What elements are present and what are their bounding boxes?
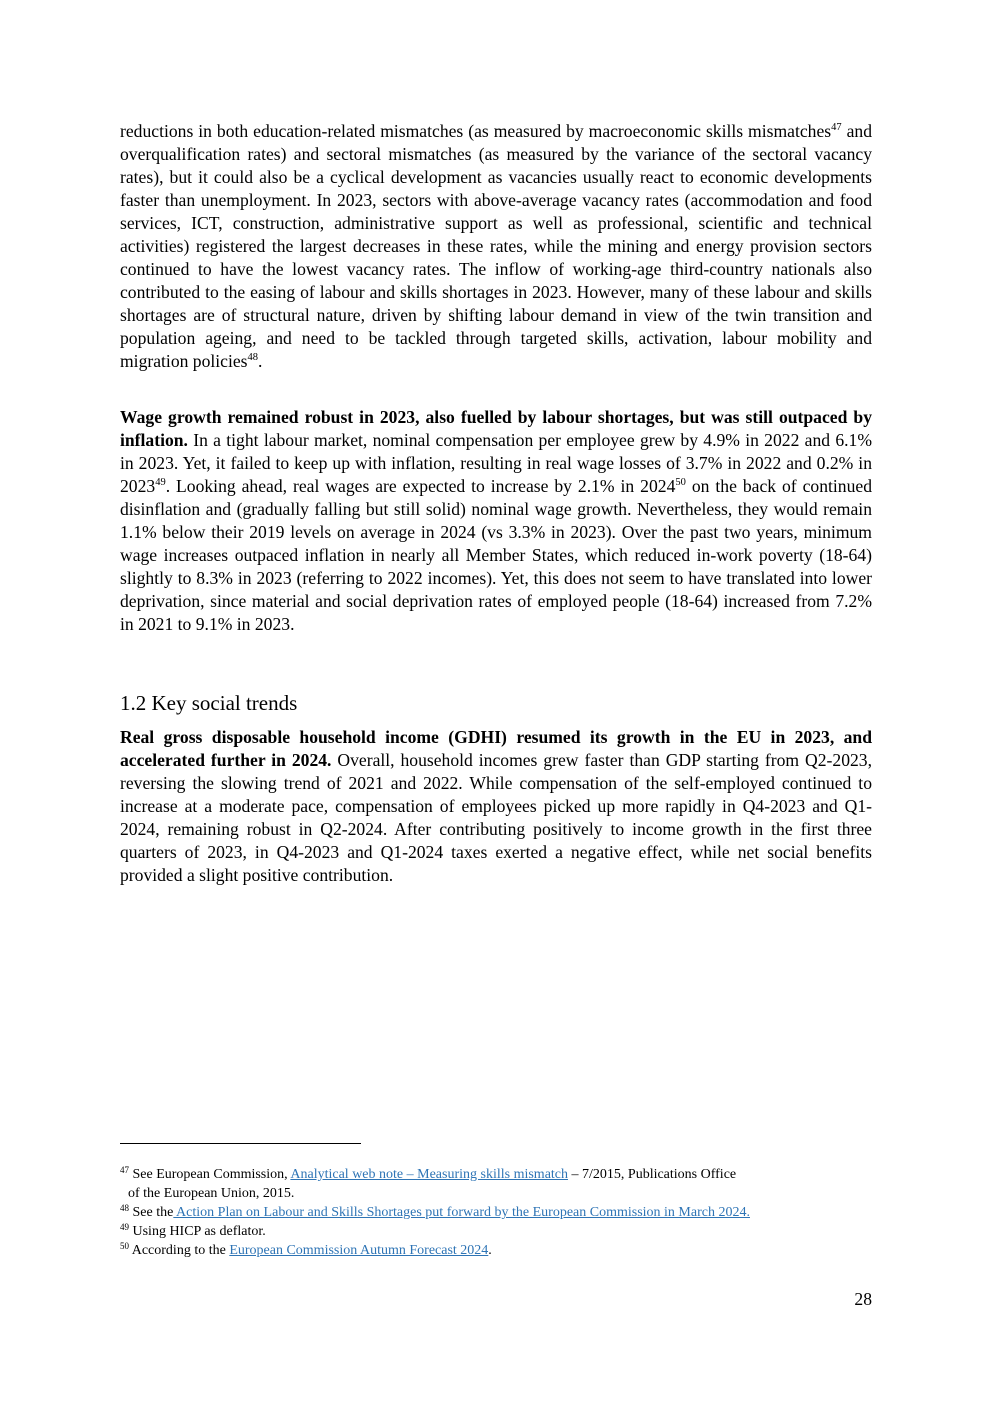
footnote-link-action-plan[interactable]: Action Plan on Labour and Skills Shortages put forward by the European Commission in March 2024. xyxy=(173,1205,750,1220)
footnote-link-autumn-forecast[interactable]: European Commission Autumn Forecast 2024 xyxy=(229,1243,489,1258)
paragraph-text: . Looking ahead, real wages are expected to increase by 2.1% in 2024 xyxy=(165,476,676,496)
footnote-text: – 7/2015, Publications Office xyxy=(568,1167,737,1182)
paragraph-text: . xyxy=(258,351,263,371)
footnote-number: 49 xyxy=(120,1222,129,1232)
paragraph-lead-bold: Real gross disposable household income (GDHI) resumed its growth in the EU in 2023, and accelerated further in 2024. xyxy=(120,727,872,770)
footnote-text: According to the xyxy=(129,1243,230,1258)
footnote-text: Using HICP as deflator. xyxy=(129,1224,266,1239)
paragraph-text: Overall, household incomes grew faster than GDP starting from Q2-2023, reversing the slowing trend of 2021 and 2022. While compensation of the self-employed continued to increase at a moderate pace, compensation of employees picked up more rapidly in Q4-2023 and Q1-2024, remaining robust in Q2-2024. After contributing positively to income growth in the first three quarters of 2023, in Q4-2023 and Q1-2024 taxes exerted a negative effect, while net social benefits provided a slight positive contribution. xyxy=(120,750,872,885)
paragraph-text: reductions in both education-related mismatches (as measured by macroeconomic skills mismatches xyxy=(120,121,832,141)
footnote-link-skills-mismatch[interactable]: Analytical web note – Measuring skills mismatch xyxy=(290,1167,569,1182)
footnote-separator xyxy=(120,1143,361,1144)
footnote-47 xyxy=(120,1165,872,1203)
paragraph-lead-bold: Wage growth remained robust in 2023, also fuelled by labour shortages, but was still outpaced by inflation. xyxy=(120,407,872,450)
footnote-50 xyxy=(120,1241,872,1260)
body-paragraph-gdhi xyxy=(120,726,872,887)
footnote-ref-49[interactable]: 49 xyxy=(155,477,166,488)
body-paragraph-shortages xyxy=(120,120,872,373)
footnote-ref-47[interactable]: 47 xyxy=(831,122,842,133)
footnote-text: See European Commission, xyxy=(129,1167,291,1182)
footnote-49 xyxy=(120,1222,872,1241)
paragraph-text: on the back of continued disinflation and (gradually falling but still solid) nominal wage growth. Nevertheless, they would remain 1.1% below their 2019 levels on average in 2024 (vs 3.3% in 2023). Over the past two years, minimum wage increases outpaced inflation in nearly all Member States, which reduced in-work poverty (18-64) slightly to 8.3% in 2023 (referring to 2022 incomes). Yet, this does not seem to have translated into lower deprivation, since material and social deprivation rates of employed people (18-64) increased from 7.2% in 2021 to 9.1% in 2023. xyxy=(120,476,872,634)
footnote-ref-48[interactable]: 48 xyxy=(247,352,259,363)
footnote-text: See the xyxy=(129,1205,174,1220)
footnote-text: of the European Union, 2015. xyxy=(128,1186,295,1201)
page-number: 28 xyxy=(854,1289,872,1309)
footnote-48 xyxy=(120,1203,872,1222)
footnote-number: 50 xyxy=(120,1241,129,1251)
paragraph-text: In a tight labour market, nominal compensation per employee grew by 4.9% in 2022 and 6.1% in 2023. Yet, it failed to keep up with inflation, resulting in real wage losses of 3.7% in 2022 and 0.2% in 2023 xyxy=(120,430,872,496)
footnote-text: . xyxy=(488,1243,492,1258)
section-heading: 1.2 Key social trends xyxy=(120,691,298,715)
body-paragraph-wage-growth xyxy=(120,406,872,636)
paragraph-text: and overqualification rates) and sectoral mismatches (as measured by the variance of the sectoral vacancy rates), but it could also be a cyclical development as vacancies usually react to economic developments faster than unemployment. In 2023, sectors with above-average vacancy rates (accommodation and food services, ICT, construction, administrative support as well as professional, scientific and technical activities) registered the largest decreases in these rates, while the mining and energy provision sectors continued to have the lowest vacancy rates. The inflow of working-age third-country nationals also contributed to the easing of labour and skills shortages in 2023. However, many of these labour and skills shortages are of structural nature, driven by shifting labour demand in view of the twin transition and population ageing, and need to be tackled through targeted skills, activation, labour mobility and migration policies xyxy=(120,121,872,371)
footnote-number: 47 xyxy=(120,1165,129,1175)
footnote-ref-50[interactable]: 50 xyxy=(675,477,686,488)
footnote-number: 48 xyxy=(120,1203,129,1213)
